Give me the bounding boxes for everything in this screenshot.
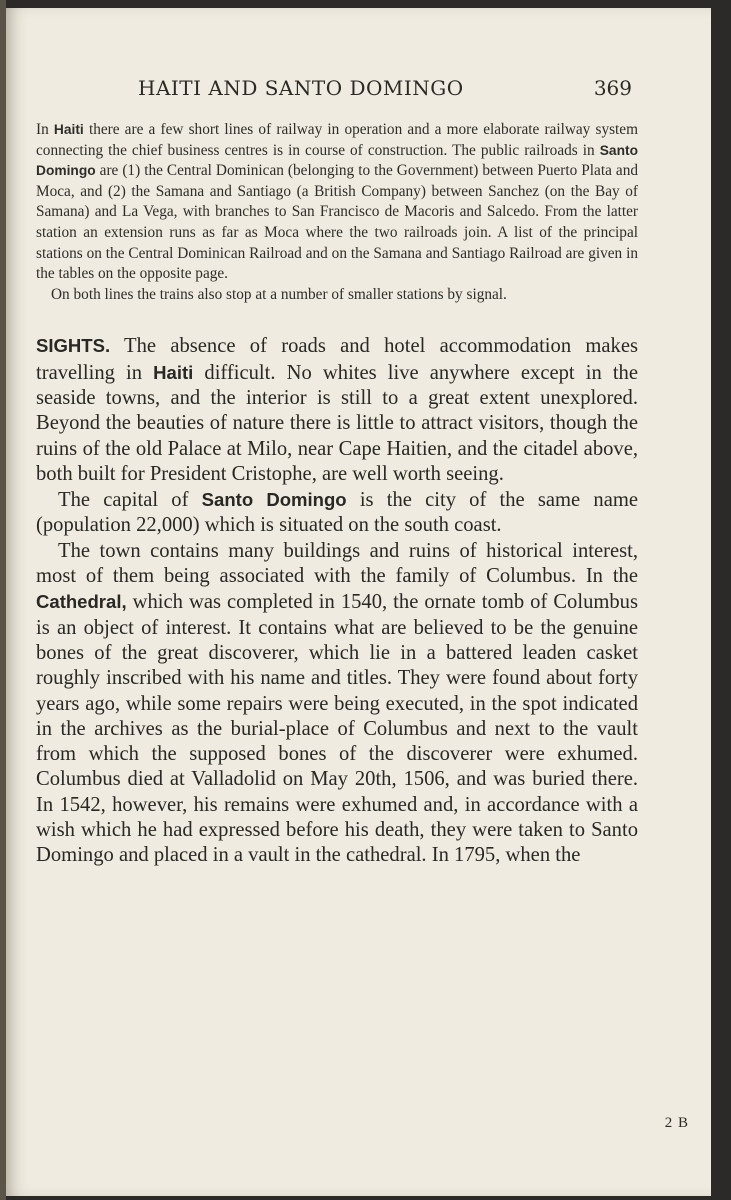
sights-section bbox=[36, 333, 638, 868]
text-run: The capital of bbox=[58, 489, 202, 512]
text-run: is the city of the same name (population 22,000) which is situated on the south coast. bbox=[36, 489, 638, 537]
text-run: which was completed in 1540, the ornate tomb of Columbus is an object of interest. It contains what are believed to be the genuine bones of the great discoverer, which lie in a battered leaden casket roughly inscribed with his name and titles. They were found about forty years ago, while some repairs were being executed, in the spot indicated in the archives as the burial-place of Columbus and next to the vault from which the supposed bones of the discoverer were exhumed. Columbus died at Valladolid on May 20th, 1506, and was buried there. In 1542, however, his remains were exhumed and, in accordance with a wish which he had expressed before his death, they were taken to Santo Domingo and placed in a vault in the cathedral. In 1795, when the bbox=[36, 591, 638, 867]
railways-section bbox=[36, 120, 638, 305]
sights-paragraph-1 bbox=[36, 333, 638, 487]
railways-paragraph-2: On both lines the trains also stop at a number of smaller stations by signal. bbox=[51, 285, 507, 303]
text-run: In bbox=[36, 121, 54, 138]
railways-paragraph-1 bbox=[36, 120, 638, 285]
text-run: there are a few short lines of railway in operation and a more elaborate railway system connecting the chief business centres is in course of construction. The public railroads in bbox=[36, 121, 638, 159]
page-content bbox=[36, 76, 638, 869]
text-run: The town contains many buildings and ruins of historical interest, most of them being associated with the family of Columbus. In the bbox=[36, 539, 638, 588]
text-run: are (1) the Central Dominican (belonging to the Government) between Puerto Plata and Moca, and (2) the Samana and Santiago (a British Company) between Sanchez (on the Bay of Samana) and La Vega, with branches to San Francisco de Macoris and Salcedo. From the latter station an extension runs as far as Moca where the two railroads join. A list of the principal stations on the Central Dominican Railroad and on the Samana and Santiago Railroad are given in the tables on the opposite page. bbox=[36, 162, 638, 283]
text-run: The absence of roads and hotel accommodation makes travelling in bbox=[36, 335, 638, 384]
signature-mark: 2 B bbox=[664, 1115, 689, 1131]
text-run: difficult. No whites live anywhere except in the seaside towns, and the interior is still to a great extent unexplored. Beyond the beauties of nature there is little to attract visitors, though the ruins of the old Palace at Milo, near Cape Haitien, and the citadel above, both built for President Cristophe, are well worth seeing. bbox=[36, 361, 638, 485]
haiti-bold: Haiti bbox=[153, 361, 194, 383]
sights-paragraph-3 bbox=[36, 539, 638, 869]
running-title: HAITI AND SANTO DOMINGO bbox=[138, 76, 464, 100]
santo-domingo-bold: Santo Domingo bbox=[201, 489, 347, 511]
sights-heading: SIGHTS. bbox=[36, 335, 111, 357]
sights-paragraph-2 bbox=[36, 487, 638, 539]
page-header bbox=[36, 76, 638, 110]
haiti-bold: Haiti bbox=[53, 122, 84, 137]
page-number: 369 bbox=[593, 76, 632, 100]
santo-domingo-bold: Santo Domingo bbox=[36, 142, 638, 179]
book-page bbox=[6, 8, 711, 1196]
cathedral-bold: Cathedral, bbox=[36, 591, 127, 613]
